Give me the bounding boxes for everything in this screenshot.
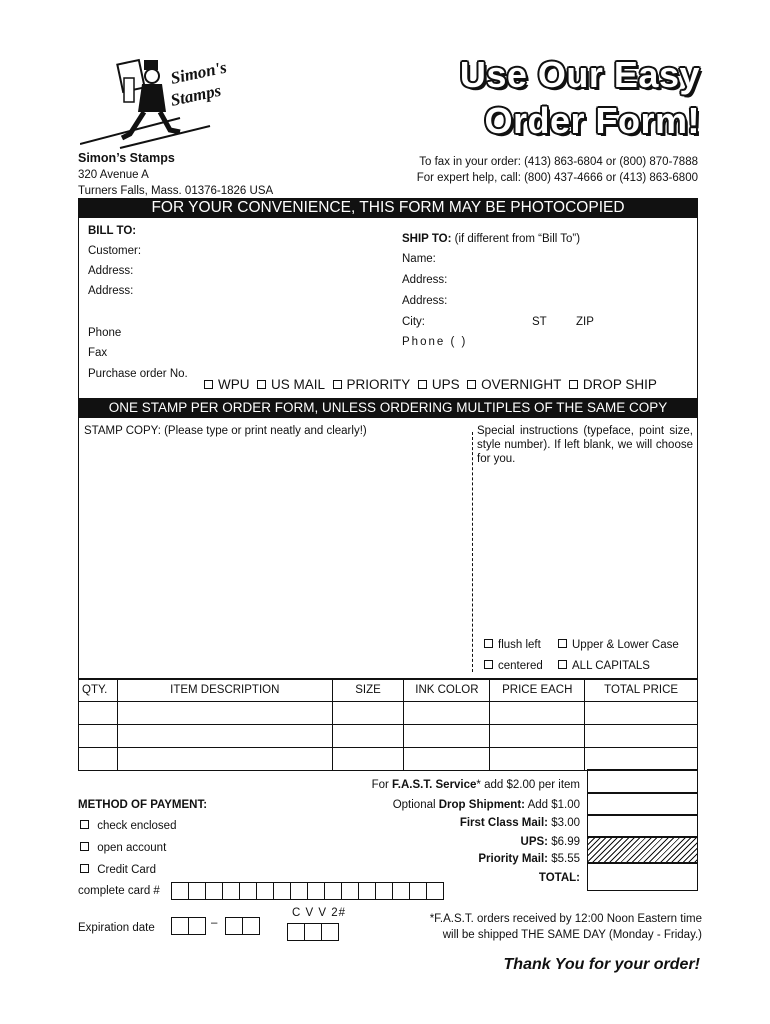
ship-phone-field[interactable]: Phone ( ) [402,336,468,348]
ship-address2-field[interactable]: Address: [402,295,448,307]
company-name: Simon’s Stamps [78,151,175,165]
table-row[interactable] [79,702,698,725]
headline-line1: Use Our Easy [459,54,700,95]
bill-customer-field[interactable]: Customer: [88,245,142,257]
checkbox-icon[interactable] [569,380,578,389]
one-stamp-banner: ONE STAMP PER ORDER FORM, UNLESS ORDERING MULTIPLES OF THE SAME COPY [78,398,698,418]
ups-charge: UPS: $6.99 [520,836,580,848]
shipping-overnight[interactable]: OVERNIGHT [467,377,561,392]
logo-line1: Simon's [168,57,229,88]
payment-open-account[interactable]: open account [80,841,166,855]
bill-address1-field[interactable]: Address: [88,265,134,277]
table-row[interactable] [79,748,698,771]
checkbox-icon[interactable] [204,380,213,389]
cvv-field[interactable] [288,923,339,941]
ship-name-field[interactable]: Name: [402,253,436,265]
expiration-label: Expiration date [78,922,155,934]
option-upper-lower[interactable]: Upper & Lower Case [558,638,679,652]
grand-total-box[interactable] [587,863,698,891]
shipping-ups[interactable]: UPS [418,377,460,392]
ship-to-heading [402,232,580,246]
company-address [78,150,273,199]
divider [472,432,473,672]
headline [400,52,700,144]
shipping-priority[interactable]: PRIORITY [333,377,411,392]
thank-you: Thank You for your order! [503,956,700,973]
bill-to-title: BILL TO: [88,225,137,237]
shipping-dropship[interactable]: DROP SHIP [569,377,657,392]
payment-check[interactable]: check enclosed [80,819,176,833]
stamp-copy-label[interactable]: STAMP COPY: (Please type or print neatly and clearly!) [84,425,367,437]
ship-state-field[interactable]: ST [532,316,547,328]
shipping-usmail[interactable]: US MAIL [257,377,325,392]
col-qty: QTY. [79,679,118,702]
fast-total-box[interactable] [587,769,698,793]
payment-title: METHOD OF PAYMENT: [78,799,208,811]
help-line: For expert help, call: (800) 437-4666 or (413) 863-6800 [416,172,698,184]
ship-to-title: SHIP TO: [402,233,452,245]
payment-credit-card[interactable]: Credit Card [80,863,156,877]
option-all-caps[interactable]: ALL CAPITALS [558,659,650,673]
exp-month-field[interactable] [172,917,206,935]
col-description: ITEM DESCRIPTION [117,679,332,702]
col-price: PRICE EACH [490,679,585,702]
bill-fax-field[interactable]: Fax [88,347,108,359]
checkbox-icon[interactable] [558,660,567,669]
checkbox-icon[interactable] [484,660,493,669]
checkbox-icon[interactable] [467,380,476,389]
exp-year-field[interactable] [226,917,260,935]
drop-shipment-charge: Optional Drop Shipment: Add $1.00 [392,799,580,811]
fast-note-line2: will be shipped THE SAME DAY (Monday - Friday.) [442,929,702,941]
fast-note-line1: *F.A.S.T. orders received by 12:00 Noon Eastern time [429,913,702,925]
mailman-logo-icon [80,48,240,152]
ship-city-field[interactable]: City: [402,316,425,328]
exp-dash: – [211,917,218,929]
checkbox-icon[interactable] [257,380,266,389]
ship-zip-field[interactable]: ZIP [576,316,594,328]
ship-to-note: (if different from “Bill To”) [454,233,581,245]
checkbox-icon[interactable] [558,639,567,648]
col-size: SIZE [332,679,404,702]
checkbox-icon[interactable] [418,380,427,389]
company-logo [80,48,240,152]
company-street: 320 Avenue A [78,169,149,181]
col-total: TOTAL PRICE [585,679,698,702]
drop-total-box[interactable] [587,793,698,815]
photocopy-banner: FOR YOUR CONVENIENCE, THIS FORM MAY BE PHOTOCOPIED [78,198,698,218]
cvv-label: C V V 2# [292,907,347,919]
card-number-field[interactable] [172,882,444,900]
card-number-label: complete card # [78,885,160,897]
total-label: TOTAL: [538,872,580,884]
checkbox-icon[interactable] [80,864,89,873]
items-table [78,678,698,771]
bill-phone-field[interactable]: Phone [88,327,122,339]
fax-line: To fax in your order: (413) 863-6804 or (800) 870-7888 [419,156,698,168]
first-class-total-box[interactable] [587,815,698,837]
bill-address2-field[interactable]: Address: [88,285,134,297]
headline-line2: Order Form! [484,100,700,141]
special-instructions[interactable]: Special instructions (typeface, point size, style number). If left blank, we will choose for you. [477,425,693,465]
table-row[interactable] [79,725,698,748]
first-class-charge: First Class Mail: $3.00 [459,817,580,829]
option-centered[interactable]: centered [484,659,543,673]
checkbox-icon[interactable] [80,842,89,851]
col-ink: INK COLOR [404,679,490,702]
option-flush-left[interactable]: flush left [484,638,541,652]
logo-line2: Stamps [168,80,223,110]
checkbox-icon[interactable] [333,380,342,389]
company-city: Turners Falls, Mass. 01376-1826 USA [78,185,274,197]
shipping-options [204,377,657,392]
contact-info [370,154,698,186]
fast-note [380,911,702,943]
shipping-wpu[interactable]: WPU [204,377,250,392]
ups-priority-hatch [587,837,698,863]
ship-address1-field[interactable]: Address: [402,274,448,286]
checkbox-icon[interactable] [484,639,493,648]
priority-charge: Priority Mail: $5.55 [478,853,580,865]
fast-service-charge: For F.A.S.T. Service* add $2.00 per item [371,779,580,791]
table-header-row [79,679,698,702]
purchase-order-field[interactable]: Purchase order No. [88,368,188,380]
checkbox-icon[interactable] [80,820,89,829]
